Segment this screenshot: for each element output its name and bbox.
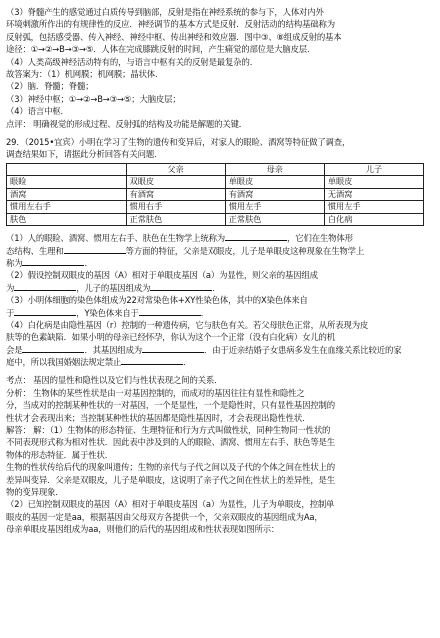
answer-blank[interactable] bbox=[121, 356, 183, 365]
table-cell: 有酒窝 bbox=[126, 188, 225, 201]
text-line: 反射弧，包括感受器、传入神经、神经中枢、传出神经和效应器．图中③、⑧组成反射的基本 bbox=[6, 31, 342, 42]
table-header-cell: 父亲 bbox=[126, 163, 225, 176]
question-line: （1）人的眼睑、酒窝、惯用左右手、肤色在生物学上统称为 ，它们在生物体形 bbox=[6, 233, 353, 244]
text-line: （2）已知控制双眼皮的基因（A）相对于单眼皮基因（a）为显性，儿子为单眼皮，控制单 bbox=[6, 499, 335, 510]
text-line: 分，当成对的控制某种性状的一对基因，一个是显性，一个是隐性时，只有显性基因控制的 bbox=[6, 400, 335, 411]
text-line: 分析： 生物体的某些性状是由一对基因控制的，而成对的基因往往有显性和隐性之 bbox=[6, 387, 305, 398]
text-line: 物体的形态特征．属于性状． bbox=[6, 449, 113, 460]
table-cell: 酒窝 bbox=[7, 188, 127, 201]
text-line: 母亲单眼皮基因组成为aa，则他们的后代的基因组成和性状表现如图所示： bbox=[6, 524, 280, 535]
table-cell: 有酒窝 bbox=[225, 188, 324, 201]
question-29-intro bbox=[6, 136, 428, 161]
table-cell: 正常肤色 bbox=[225, 213, 324, 226]
question-line: 于 ，Y染色体来自于 ． bbox=[6, 307, 210, 318]
answer-blank[interactable] bbox=[14, 307, 76, 316]
text-line: 眼皮的基因一定是aa，根据基因由父母双方各提供一个，父亲双眼皮的基因组成为Aa， bbox=[6, 511, 323, 522]
answer-blank[interactable] bbox=[150, 282, 212, 291]
table-cell: 肤色 bbox=[7, 213, 127, 226]
answer-blank[interactable] bbox=[139, 307, 201, 316]
question-line: 会是 ．其基因组成为 ．由于近亲结婚子女患病多发生在血缘关系比较近的家 bbox=[6, 344, 402, 355]
question-line: 称为 ． bbox=[6, 257, 93, 268]
table-cell: 白化病 bbox=[324, 213, 423, 226]
question-line: 态结构、生理和 等方面的特征，父亲是双眼皮，儿子是单眼皮这种现象在生物学上 bbox=[6, 245, 365, 256]
table-header-cell bbox=[7, 163, 127, 176]
question-line: 肤等的色素缺陷．如果小明的母亲已经怀孕，你认为这个一个正常（没有白化病）女儿的机 bbox=[6, 332, 335, 343]
table-cell: 正常肤色 bbox=[126, 213, 225, 226]
family-trait-table bbox=[6, 163, 424, 227]
answer-blank[interactable] bbox=[22, 344, 84, 353]
table-row bbox=[7, 188, 424, 201]
text-line: 考点： 基因的显性和隐性以及它们与性状表现之间的关系． bbox=[6, 375, 223, 386]
question-line: （3）小明体细胞的染色体组成为22对常染色体+XY性染色体，其中的X染色体来自 bbox=[6, 295, 308, 306]
question-line: 庭中，所以我国婚姻法规定禁止 ． bbox=[6, 357, 192, 368]
table-row bbox=[7, 176, 424, 189]
answer-blank[interactable] bbox=[225, 232, 287, 241]
table-header-cell: 母亲 bbox=[225, 163, 324, 176]
text-line: 环境刺激所作出的有规律性的反应．神经调节的基本方式是反射．反射活动的结构基础称为 bbox=[6, 19, 335, 30]
text-line: 差异叫变异．父亲是双眼皮，儿子是单眼皮，这说明了亲子代之间在性状上的差异性，是生 bbox=[6, 474, 335, 485]
text-line: （4）人类高级神经活动特有的，与语言中枢有关的反射是最复杂的． bbox=[6, 56, 258, 67]
previous-answer-block bbox=[6, 6, 428, 130]
table-row bbox=[7, 213, 424, 226]
table-cell: 惯用右手 bbox=[126, 201, 225, 214]
text-line: （3）神经中枢；①→②→B→③→⑤；大脑皮层； bbox=[6, 93, 181, 104]
text-line: 生物的性状传给后代的现象叫遗传；生物的亲代与子代之间以及子代的个体之间在性状上的 bbox=[6, 462, 335, 473]
text-line: 性状才会表现出来；当控制某种性状的基因都是隐性基因时，才会表现出隐性性状． bbox=[6, 412, 311, 423]
table-cell: 单眼皮 bbox=[324, 176, 423, 189]
text-line: （3）脊髓产生的感觉通过白质传导到脑部，反射是指在神经系统的参与下，人体对内外 bbox=[6, 7, 324, 17]
text-line: 调查结果如下，请据此分析回答有关问题． bbox=[6, 149, 163, 160]
text-line: 解答： 解：（1）生物体的形态特征、生理特征和行为方式叫做性状，同种生物同一性状的 bbox=[6, 425, 331, 436]
text-line: 故答案为：（1）机网膜；机网膜；晶状体． bbox=[6, 68, 164, 79]
text-line: 不同表现形式称为相对性状．因此表中涉及到的人的眼睑、酒窝、惯用左右手、肤色等是生 bbox=[6, 437, 335, 448]
text-line: 29．（2015•宜宾）小明在学习了生物的遗传和变异后，对家人的眼睑、酒窝等特征做了调查， bbox=[6, 136, 351, 147]
text-line: （4）语言中枢． bbox=[6, 106, 69, 117]
questions-block bbox=[6, 232, 428, 368]
table-row bbox=[7, 201, 424, 214]
answer-blank[interactable] bbox=[64, 245, 126, 254]
question-line: （4）白化病是由隐性基因（r）控制的一种遗传病，它与肤色有关。若父母肤色正常，从所表现为皮 bbox=[6, 319, 369, 330]
text-line: （2）脑．脊髓；脊髓； bbox=[6, 81, 94, 92]
text-line: 物的变异现象． bbox=[6, 487, 64, 497]
table-header-row bbox=[7, 163, 424, 176]
table-cell: 眼睑 bbox=[7, 176, 127, 189]
table-cell: 惯用左手 bbox=[225, 201, 324, 214]
text-line: 点评： 明确视觉的形成过程、反射弧的结构及功能是解题的关键． bbox=[6, 118, 248, 129]
table-cell: 双眼皮 bbox=[126, 176, 225, 189]
question-line: 为 ，儿子的基因组成为 ． bbox=[6, 282, 221, 293]
table-cell: 单眼皮 bbox=[225, 176, 324, 189]
table-cell: 惯用左右手 bbox=[7, 201, 127, 214]
table-cell: 惯用左手 bbox=[324, 201, 423, 214]
answer-blank[interactable] bbox=[22, 257, 84, 266]
question-line: （2）假设控制双眼皮的基因（A）相对于单眼皮基因（a）为显性，则父亲的基因组成 bbox=[6, 270, 318, 281]
answer-blank[interactable] bbox=[142, 344, 204, 353]
table-cell: 无酒窝 bbox=[324, 188, 423, 201]
analysis-block bbox=[6, 374, 428, 535]
text-line: 途径：①→②→B→③→⑤．人体在完成膝跳反射的时间，产生痛觉的部位是大脑皮层． bbox=[6, 44, 316, 55]
table-header-cell: 儿子 bbox=[324, 163, 423, 176]
answer-blank[interactable] bbox=[14, 282, 76, 291]
